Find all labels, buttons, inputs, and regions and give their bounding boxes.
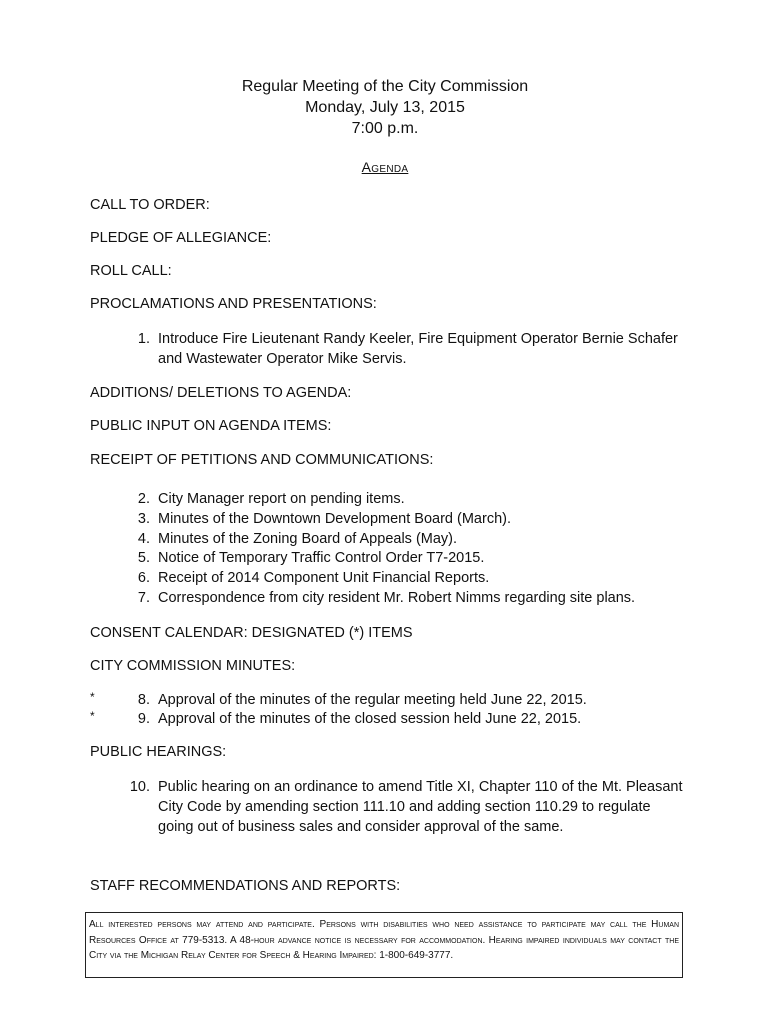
item-number: 1. <box>137 331 150 347</box>
section-staff: STAFF RECOMMENDATIONS AND REPORTS: <box>90 878 401 894</box>
meeting-header <box>0 76 770 139</box>
item-number: 5. <box>137 550 150 566</box>
section-hearings: PUBLIC HEARINGS: <box>90 744 227 760</box>
item-number: 9. <box>137 711 150 727</box>
item-text: Minutes of the Downtown Development Board (March). <box>158 511 511 527</box>
section-public-input: PUBLIC INPUT ON AGENDA ITEMS: <box>90 418 332 434</box>
section-additions: ADDITIONS/ DELETIONS TO AGENDA: <box>90 385 352 401</box>
section-consent: CONSENT CALENDAR: DESIGNATED (*) ITEMS <box>90 625 413 641</box>
item-text: Notice of Temporary Traffic Control Order T7-2015. <box>158 550 485 566</box>
item-text: Correspondence from city resident Mr. Robert Nimms regarding site plans. <box>158 590 636 606</box>
meeting-title: Regular Meeting of the City Commission <box>241 78 529 95</box>
consent-marker: * <box>90 709 95 723</box>
agenda-heading: Agenda <box>361 159 409 175</box>
accessibility-notice: All interested persons may attend and participate. Persons with disabilities who need assistance to participate may call the Human Resources Office at 779-5313. A 48-hour advance notice is necessary for accommodation. Hearing impaired individuals may contact the City via the Michigan Relay Center for Speech & Hearing Impaired: 1-800-649-3777. <box>85 912 683 978</box>
section-roll-call: ROLL CALL: <box>90 263 172 279</box>
item-text: Approval of the minutes of the closed session held June 22, 2015. <box>158 711 582 727</box>
item-text: Receipt of 2014 Component Unit Financial Reports. <box>158 570 490 586</box>
item-number: 7. <box>137 590 150 606</box>
item-number: 4. <box>137 531 150 547</box>
section-receipt: RECEIPT OF PETITIONS AND COMMUNICATIONS: <box>90 452 434 468</box>
item-text: Introduce Fire Lieutenant Randy Keeler, Fire Equipment Operator Bernie Schafer and Wastewater Operator Mike Servis. <box>158 331 678 367</box>
item-number: 8. <box>137 692 150 708</box>
consent-marker: * <box>90 690 95 704</box>
item-text: Approval of the minutes of the regular meeting held June 22, 2015. <box>158 692 587 708</box>
item-text: City Manager report on pending items. <box>158 491 405 507</box>
section-call-to-order: CALL TO ORDER: <box>90 197 210 213</box>
section-proclamations: PROCLAMATIONS AND PRESENTATIONS: <box>90 296 377 312</box>
item-text: Minutes of the Zoning Board of Appeals (May). <box>158 531 458 547</box>
section-pledge: PLEDGE OF ALLEGIANCE: <box>90 230 272 246</box>
meeting-time: 7:00 p.m. <box>351 120 419 137</box>
item-number: 6. <box>137 570 150 586</box>
section-minutes: CITY COMMISSION MINUTES: <box>90 658 296 674</box>
item-number: 2. <box>137 491 150 507</box>
meeting-date: Monday, July 13, 2015 <box>305 99 465 116</box>
item-number: 3. <box>137 511 150 527</box>
item-text: Public hearing on an ordinance to amend Title XI, Chapter 110 of the Mt. Pleasant City Code by amending section 111.10 and adding section 110.29 to regulate going out of business sales and consider approval of the same. <box>158 779 683 835</box>
item-number: 10. <box>129 779 150 795</box>
